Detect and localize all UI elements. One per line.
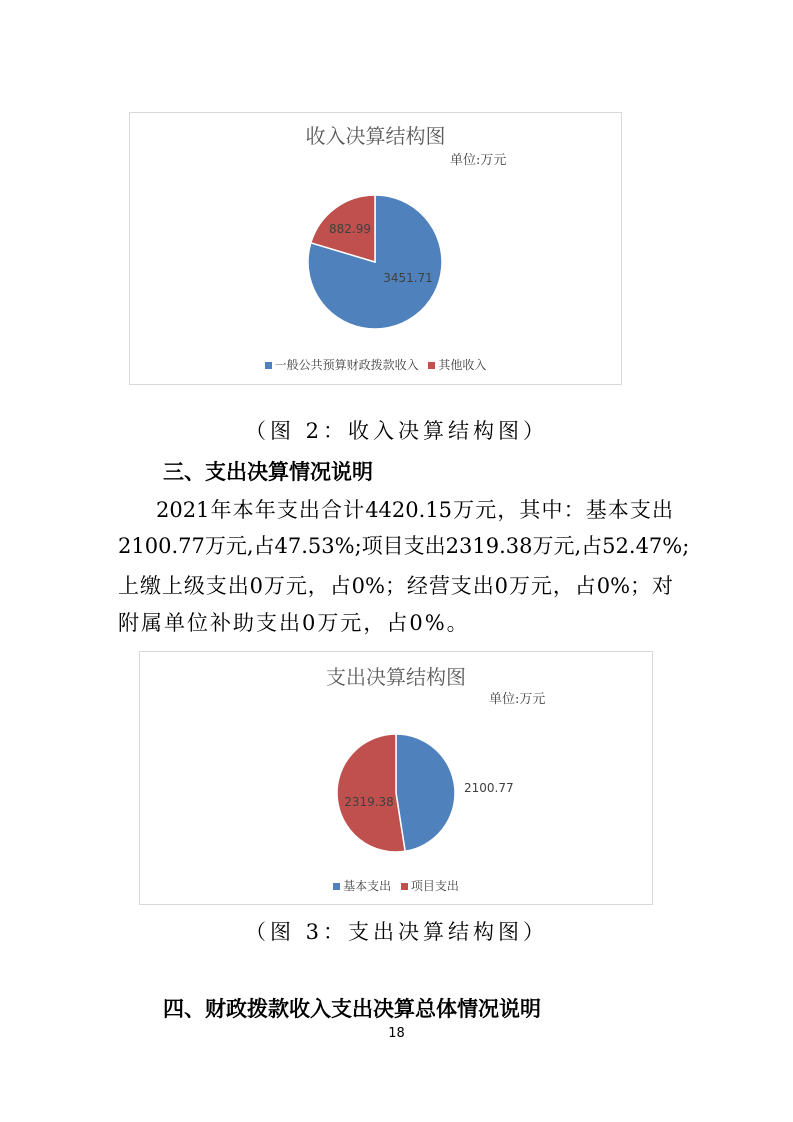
pie-slice [396, 734, 455, 851]
legend-label: 项目支出 [410, 879, 459, 893]
pie-slice [337, 734, 405, 852]
section-3-heading: 三、支出决算情况说明 [163, 460, 373, 484]
slice-value-label: 2319.38 [344, 795, 394, 809]
slice-value-label: 3451.71 [383, 271, 433, 285]
expenditure-chart-title: 支出决算结构图 [326, 665, 466, 689]
legend-item [265, 356, 419, 373]
legend-label: 基本支出 [343, 879, 392, 893]
slice-value-label: 2100.77 [464, 781, 514, 795]
expenditure-chart-unit: 单位:万元 [489, 692, 546, 707]
paragraph-line: 附属单位补助支出0万元，占0%。 [118, 611, 470, 635]
income-chart-title: 收入决算结构图 [305, 124, 446, 148]
section-4-heading: 四、财政拨款收入支出决算总体情况说明 [163, 997, 541, 1021]
legend-label: 其他收入 [438, 358, 487, 372]
page-number: 18 [388, 1026, 405, 1041]
legend-item [428, 356, 486, 373]
income-chart-unit: 单位:万元 [450, 153, 507, 168]
income-chart [129, 112, 622, 385]
legend-label: 一般公共预算财政拨款收入 [274, 358, 419, 372]
legend-swatch [265, 362, 272, 369]
expenditure-pie [140, 652, 652, 904]
legend-swatch [428, 362, 435, 369]
paragraph-line: 2021年本年支出合计4420.15万元，其中：基本支出 [156, 498, 673, 522]
slice-value-label: 882.99 [329, 222, 371, 236]
legend-swatch [333, 883, 340, 890]
figure-2-caption: （图 2：收入决算结构图） [244, 419, 549, 443]
income-pie [130, 113, 621, 384]
income-chart-legend [130, 356, 621, 373]
legend-item [401, 877, 459, 894]
legend-swatch [401, 883, 408, 890]
figure-3-caption: （图 3：支出决算结构图） [244, 920, 549, 944]
legend-item [333, 877, 391, 894]
expenditure-chart [139, 651, 653, 905]
paragraph-line: 2100.77万元,占47.53%;项目支出2319.38万元,占52.47%; [118, 534, 690, 558]
expenditure-chart-legend [140, 877, 652, 894]
paragraph-line: 上缴上级支出0万元，占0%；经营支出0万元，占0%；对 [118, 574, 673, 598]
